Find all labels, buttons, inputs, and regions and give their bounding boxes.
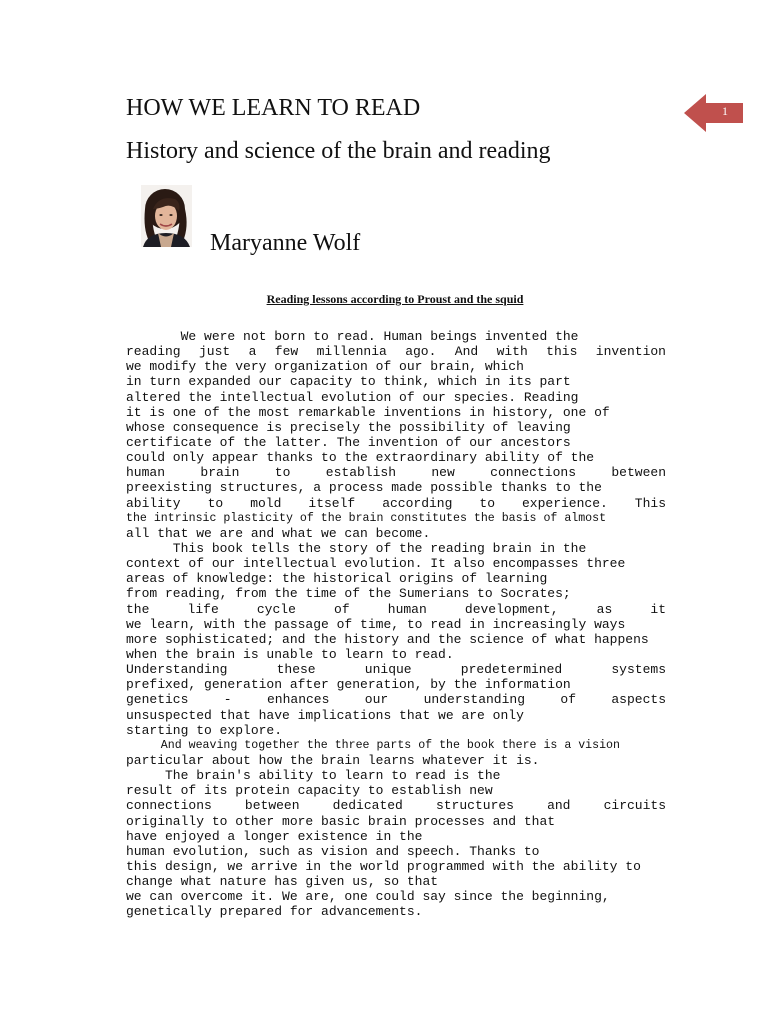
body-line: have enjoyed a longer existence in the bbox=[126, 828, 423, 844]
body-line: this design, we arrive in the world programmed with the ability to bbox=[126, 858, 641, 874]
body-line: preexisting structures, a process made possible thanks to the bbox=[126, 480, 602, 496]
body-text bbox=[126, 329, 666, 919]
author-name: Maryanne Wolf bbox=[210, 230, 361, 256]
body-line: genetics - enhances our understanding of aspects bbox=[126, 692, 666, 708]
body-line: in turn expanded our capacity to think, which in its part bbox=[126, 374, 571, 390]
body-line: This book tells the story of the reading brain in the bbox=[126, 540, 587, 556]
body-line: we modify the very organization of our brain, which bbox=[126, 359, 524, 375]
body-line: prefixed, generation after generation, by the information bbox=[126, 677, 571, 693]
body-line: certificate of the latter. The invention of our ancestors bbox=[126, 434, 571, 450]
body-line: could only appear thanks to the extraordinary ability of the bbox=[126, 450, 595, 466]
body-line: more sophisticated; and the history and the science of what happens bbox=[126, 631, 649, 647]
body-line: areas of knowledge: the historical origins of learning bbox=[126, 571, 548, 587]
body-line: we learn, with the passage of time, to read in increasingly ways bbox=[126, 616, 626, 632]
body-line: context of our intellectual evolution. It also encompasses three bbox=[126, 556, 626, 572]
body-line: result of its protein capacity to establish new bbox=[126, 783, 493, 799]
body-line: And weaving together the three parts of the book there is a vision bbox=[126, 738, 620, 752]
body-line: it is one of the most remarkable inventions in history, one of bbox=[126, 404, 610, 420]
body-line: all that we are and what we can become. bbox=[126, 525, 431, 541]
body-line: particular about how the brain learns whatever it is. bbox=[126, 752, 540, 768]
body-line: We were not born to read. Human beings invented the bbox=[126, 329, 579, 344]
body-line: change what nature has given us, so that bbox=[126, 874, 439, 890]
page-number-marker bbox=[684, 94, 744, 132]
body-line: human evolution, such as vision and speech. Thanks to bbox=[126, 843, 540, 859]
document-title: HOW WE LEARN TO READ bbox=[126, 95, 421, 121]
section-heading-text: Reading lessons according to Proust and the squid bbox=[266, 292, 524, 306]
author-photo bbox=[141, 185, 192, 247]
body-line: Understanding these unique predetermined systems bbox=[126, 662, 666, 678]
body-line: human brain to establish new connections between bbox=[126, 465, 666, 481]
body-line: the life cycle of human development, as it bbox=[126, 601, 666, 617]
page-number: 1 bbox=[722, 104, 728, 118]
body-line: altered the intellectual evolution of our species. Reading bbox=[126, 389, 579, 405]
body-line: connections between dedicated structures and circuits bbox=[126, 798, 666, 814]
body-line: whose consequence is precisely the possibility of leaving bbox=[126, 419, 571, 435]
body-line: originally to other more basic brain processes and that bbox=[126, 813, 556, 829]
body-line: genetically prepared for advancements. bbox=[126, 904, 423, 920]
section-heading bbox=[126, 292, 664, 306]
body-line: starting to explore. bbox=[126, 722, 283, 738]
body-line: The brain's ability to learn to read is the bbox=[126, 768, 501, 784]
body-line: when the brain is unable to learn to read. bbox=[126, 646, 454, 662]
body-line: we can overcome it. We are, one could say since the beginning, bbox=[126, 889, 610, 905]
body-line: unsuspected that have implications that we are only bbox=[126, 707, 524, 723]
author-portrait-image bbox=[141, 185, 192, 247]
body-line: the intrinsic plasticity of the brain constitutes the basis of almost bbox=[126, 511, 607, 525]
document-subtitle: History and science of the brain and reading bbox=[126, 138, 551, 164]
body-line: ability to mold itself according to experience. This bbox=[126, 495, 666, 511]
body-line: from reading, from the time of the Sumerians to Socrates; bbox=[126, 586, 571, 602]
body-line: reading just a few millennia ago. And with this invention bbox=[126, 344, 666, 360]
